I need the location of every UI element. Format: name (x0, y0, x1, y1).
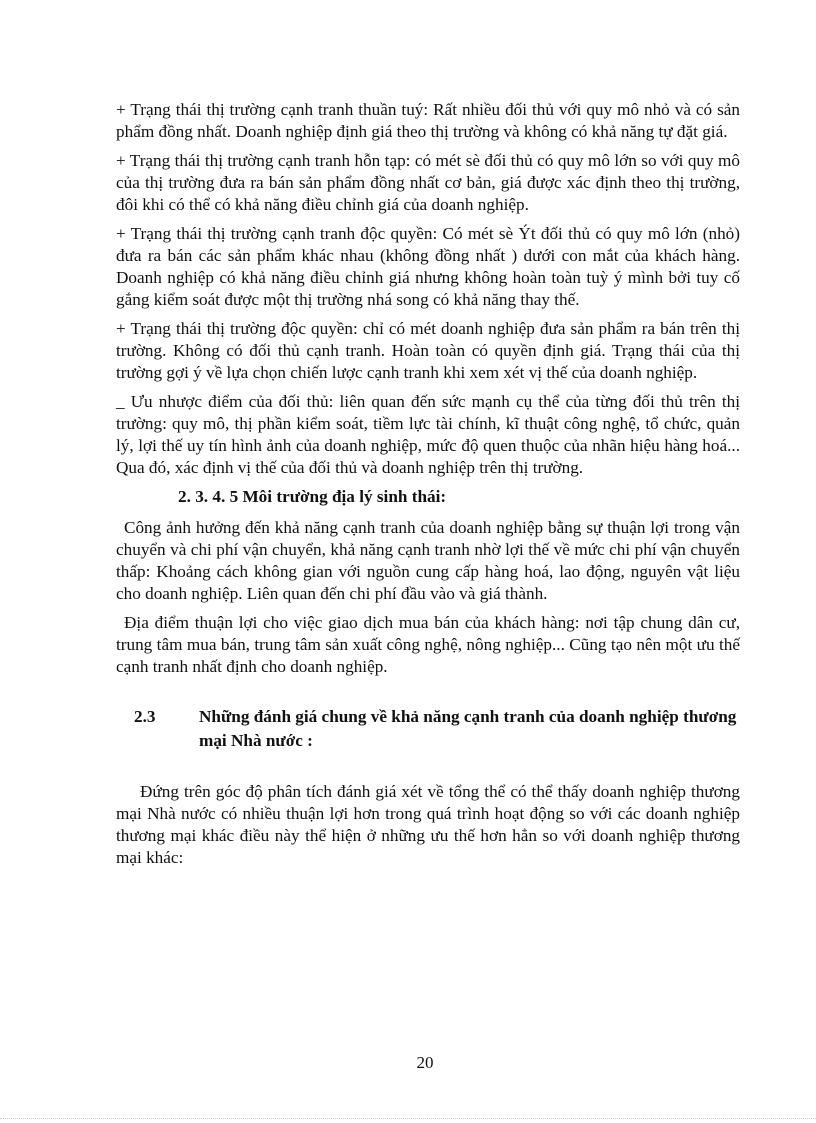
paragraph-monopoly: + Trạng thái thị trường độc quyền: chỉ có mét doanh nghiệp đưa sản phẩm ra bán trên thị trường. Không có đối thủ cạnh tranh. Hoàn toàn có quyền định giá. Trạng thái của thị trường gợi ý về lựa chọn chiến lược cạnh tranh khi xem xét vị thế của doanh nghiệp. (116, 319, 740, 382)
paragraph-mixed-competition: + Trạng thái thị trường cạnh tranh hỗn tạp: có mét sè đối thủ có quy mô lớn so với quy mô của thị trường đưa ra bán sản phẩm đồng nhất cơ bản, giá được xác định theo thị trường, đôi khi có thể có khả năng điều chỉnh giá của doanh nghiệp. (116, 151, 740, 214)
page-content (116, 99, 740, 876)
paragraph-monopolistic-competition: + Trạng thái thị trường cạnh tranh độc quyền: Có mét sè Ýt đối thủ có quy mô lớn (nhỏ) đưa ra bán các sản phẩm khác nhau (không đồng nhất ) dưới con mắt của khách hàng. Doanh nghiệp có khả năng điều chỉnh giá nhưng không hoàn toàn tuỳ ý mình bởi tuy cố gắng kiểm soát được một thị trường nhá song có khả năng thay thế. (116, 224, 740, 309)
section-title: Những đánh giá chung về khả năng cạnh tranh của doanh nghiệp thương mại Nhà nước : (199, 707, 737, 750)
subheading-ecological-environment: 2. 3. 4. 5 Môi trường địa lý sinh thái: (178, 487, 447, 506)
paragraph-pure-competition: + Trạng thái thị trường cạnh tranh thuần tuý: Rất nhiều đối thủ với quy mô nhỏ và có sản phẩm đồng nhất. Doanh nghiệp định giá theo thị trường và không có khả năng tự đặt giá. (116, 100, 740, 141)
paragraph-section-intro: Đứng trên góc độ phân tích đánh giá xét về tổng thể có thể thấy doanh nghiệp thương mại Nhà nước có nhiều thuận lợi hơn trong quá trình hoạt động so với các doanh nghiệp thương mại khác điều này thể hiện ở những ưu thế hơn hẳn so với doanh nghiệp thương mại khác: (116, 782, 740, 867)
paragraph-transport-advantage: Công ảnh hưởng đến khả năng cạnh tranh của doanh nghiệp bằng sự thuận lợi trong vận chuyển và chi phí vận chuyển, khả năng cạnh tranh nhờ lợi thế về mức chi phí vận chuyển thấp: Khoảng cách không gian với nguồn cung cấp hàng hoá, lao động, nguyên vật liệu cho doanh nghiệp. Liên quan đến chi phí đầu vào và giá thành. (116, 518, 740, 603)
section-number: 2.3 (134, 707, 156, 726)
section-heading (116, 705, 740, 753)
paragraph-location-advantage: Địa điểm thuận lợi cho việc giao dịch mua bán của khách hàng: nơi tập chung dân cư, trung tâm mua bán, trung tâm sản xuất công nghệ, nông nghiệp... Cũng tạo nên một ưu thế cạnh tranh nhất định cho doanh nghiệp. (116, 613, 740, 676)
paragraph-competitor-strengths: _ Ưu nhược điểm của đối thủ: liên quan đến sức mạnh cụ thể của từng đối thủ trên thị trường: quy mô, thị phần kiểm soát, tiềm lực tài chính, kĩ thuật công nghệ, tổ chức, quản lý, lợi thế uy tín hình ảnh của doanh nghiệp, mức độ quen thuộc của nhãn hiệu hàng hoá... Qua đó, xác định vị thế của đối thủ và doanh nghiệp trên thị trường. (116, 392, 740, 477)
page-bottom-border (0, 1118, 816, 1119)
page-number: 20 (416, 1053, 434, 1072)
